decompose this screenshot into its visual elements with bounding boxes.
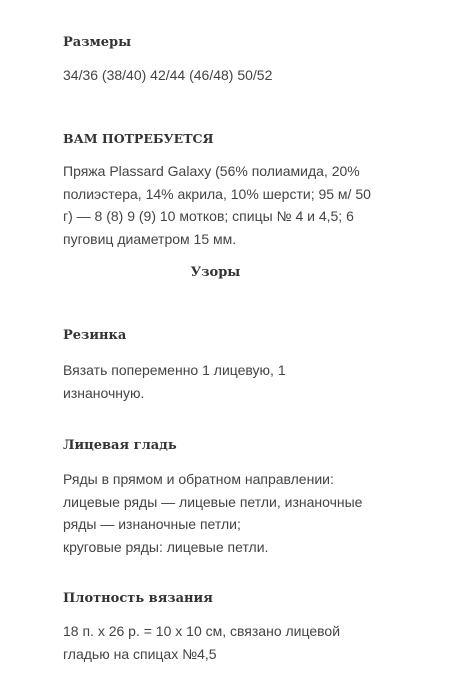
- materials-line: полиэстера, 14% акрила, 10% шерсти; 95 м/ 50: [63, 185, 371, 202]
- patterns-heading: Узоры: [190, 265, 241, 280]
- stockinette-line: Ряды в прямом и обратном направлении:: [63, 471, 334, 487]
- stockinette-line: круговые ряды: лицевые петли.: [63, 538, 269, 555]
- rib-heading: Резинка: [63, 328, 127, 343]
- materials-line: пуговиц диаметром 15 мм.: [63, 230, 237, 247]
- materials-text: [63, 160, 383, 250]
- gauge-line: 18 п. х 26 р. = 10 х 10 см, связано лицевой: [63, 623, 341, 639]
- sizes-text: [63, 64, 383, 87]
- gauge-text: [63, 620, 383, 665]
- stockinette-line: ряды — изнаночные петли;: [63, 516, 241, 532]
- materials-line: г) — 8 (8) 9 (9) 10 мотков; спицы № 4 и 4,5; 6: [63, 208, 354, 224]
- stockinette-text: [63, 468, 383, 558]
- stockinette-heading: Лицевая гладь: [63, 438, 177, 453]
- sizes-heading: Размеры: [63, 35, 132, 50]
- gauge-heading: Плотность вязания: [63, 591, 213, 606]
- sizes-line: 34/36 (38/40) 42/44 (46/48) 50/52: [63, 67, 273, 83]
- materials-heading: ВАМ ПОТРЕБУЕТСЯ: [63, 131, 214, 146]
- rib-text: [63, 359, 383, 404]
- gauge-line: гладью на спицах №4,5: [63, 645, 217, 662]
- rib-line: Вязать попеременно 1 лицевую, 1: [63, 362, 286, 378]
- materials-line: Пряжа Plassard Galaxy (56% полиамида, 20%: [63, 163, 360, 179]
- rib-line: изнаночную.: [63, 384, 145, 401]
- stockinette-line: лицевые ряды — лицевые петли, изнаночные: [63, 493, 363, 510]
